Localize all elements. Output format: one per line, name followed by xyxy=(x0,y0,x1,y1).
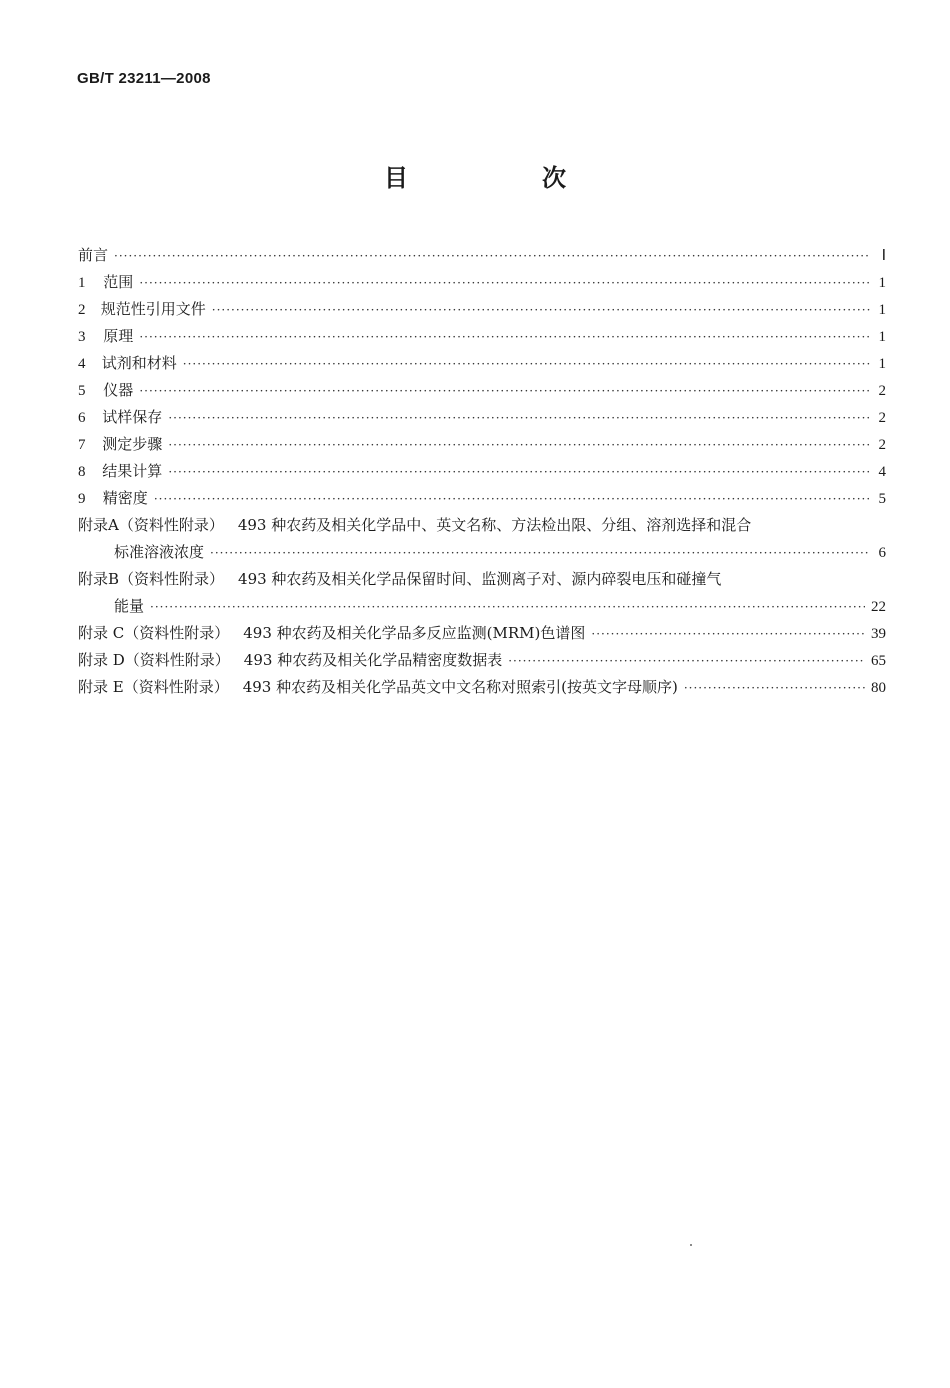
dot-leader xyxy=(168,405,870,432)
page-title: 目 次 xyxy=(384,164,621,192)
toc-entry-label: 试样保存 xyxy=(102,408,163,426)
dot-leader xyxy=(591,621,865,648)
toc-entry-page: 1 xyxy=(878,275,886,291)
toc-entry-appendix-c[interactable] xyxy=(78,620,886,647)
dot-leader xyxy=(168,432,870,459)
appendix-label: 附录B（资料性附录） xyxy=(78,570,225,588)
toc-entry-page: 1 xyxy=(878,302,886,318)
toc-entry-appendix-b-cont[interactable] xyxy=(78,593,886,620)
toc-entry-chapter-2[interactable] xyxy=(78,296,886,323)
appendix-title-line1: 493 种农药及相关化学品保留时间、监测离子对、源内碎裂电压和碰撞气 xyxy=(238,570,722,588)
toc-entry-label: 规范性引用文件 xyxy=(100,300,206,318)
toc-entry-number: 3 xyxy=(78,329,86,345)
toc-entry-chapter-9[interactable] xyxy=(78,485,886,512)
dot-leader xyxy=(183,351,870,378)
toc-entry-label: 仪器 xyxy=(103,381,134,399)
toc-entry-chapter-5[interactable] xyxy=(78,377,886,404)
toc-entry-page: 2 xyxy=(878,383,886,399)
toc-entry-preface[interactable] xyxy=(78,242,886,269)
appendix-title-line2: 标准溶液浓度 xyxy=(114,543,205,561)
toc-entry-appendix-a-cont[interactable] xyxy=(78,539,886,566)
toc-entry-page: 1 xyxy=(878,356,886,372)
dot-leader xyxy=(139,378,870,405)
toc-entry-number: 1 xyxy=(78,275,86,291)
dot-leader xyxy=(168,459,870,486)
toc-entry-page: 22 xyxy=(871,599,886,615)
toc-entry-page: 2 xyxy=(878,437,886,453)
toc-entry-page: 65 xyxy=(871,653,886,669)
toc-entry-page: 2 xyxy=(878,410,886,426)
toc-entry-label: 精密度 xyxy=(102,489,148,507)
toc-entry-number: 7 xyxy=(78,437,86,453)
toc-entry-appendix-a[interactable] xyxy=(78,512,886,539)
toc-entry-chapter-6[interactable] xyxy=(78,404,886,431)
toc-entry-page: Ⅰ xyxy=(881,248,886,264)
appendix-title-line1: 493 种农药及相关化学品多反应监测(MRM)色谱图 xyxy=(243,624,586,642)
toc-entry-page: 80 xyxy=(871,680,886,696)
toc-entry-page: 6 xyxy=(878,545,886,561)
appendix-label: 附录 C（资料性附录） xyxy=(78,624,230,642)
toc-entry-chapter-3[interactable] xyxy=(78,323,886,350)
dot-leader xyxy=(508,648,865,675)
appendix-label: 附录 E（资料性附录） xyxy=(78,678,229,696)
toc-entry-number: 8 xyxy=(78,464,86,480)
toc-entry-label: 试剂和材料 xyxy=(101,354,177,372)
toc-entry-number: 9 xyxy=(78,491,86,507)
table-of-contents xyxy=(78,242,886,701)
toc-entry-label: 前言 xyxy=(78,246,109,264)
toc-entry-page: 4 xyxy=(878,464,886,480)
dot-leader xyxy=(150,594,865,621)
toc-entry-appendix-b[interactable] xyxy=(78,566,886,593)
scan-speck xyxy=(690,1244,692,1246)
toc-entry-page: 1 xyxy=(878,329,886,345)
toc-entry-chapter-8[interactable] xyxy=(78,458,886,485)
toc-entry-number: 4 xyxy=(78,356,86,372)
appendix-label: 附录 D（资料性附录） xyxy=(78,651,230,669)
appendix-title-line1: 493 种农药及相关化学品中、英文名称、方法检出限、分组、溶剂选择和混合 xyxy=(237,516,752,534)
toc-entry-label: 测定步骤 xyxy=(102,435,163,453)
toc-entry-chapter-1[interactable] xyxy=(78,269,886,296)
toc-entry-chapter-4[interactable] xyxy=(78,350,886,377)
toc-entry-label: 结果计算 xyxy=(102,462,163,480)
toc-entry-chapter-7[interactable] xyxy=(78,431,886,458)
toc-entry-page: 5 xyxy=(878,491,886,507)
toc-entry-number: 6 xyxy=(78,410,86,426)
toc-entry-appendix-d[interactable] xyxy=(78,647,886,674)
appendix-label: 附录A（资料性附录） xyxy=(78,516,224,534)
dot-leader xyxy=(139,324,870,351)
toc-entry-page: 39 xyxy=(871,626,886,642)
appendix-title-line1: 493 种农药及相关化学品英文中文名称对照索引(按英文字母顺序) xyxy=(242,678,678,696)
appendix-title-line2: 能量 xyxy=(114,597,145,615)
toc-entry-label: 范围 xyxy=(103,273,134,291)
dot-leader xyxy=(684,675,865,702)
appendix-title-line1: 493 种农药及相关化学品精密度数据表 xyxy=(243,651,503,669)
standard-code: GB/T 23211—2008 xyxy=(77,70,211,87)
dot-leader xyxy=(114,243,870,270)
dot-leader xyxy=(210,540,870,567)
dot-leader xyxy=(212,297,870,324)
toc-entry-number: 5 xyxy=(78,383,86,399)
toc-entry-label: 原理 xyxy=(103,327,134,345)
dot-leader xyxy=(139,270,870,297)
dot-leader xyxy=(154,486,870,513)
toc-entry-number: 2 xyxy=(78,302,86,318)
toc-entry-appendix-e[interactable] xyxy=(78,674,886,701)
